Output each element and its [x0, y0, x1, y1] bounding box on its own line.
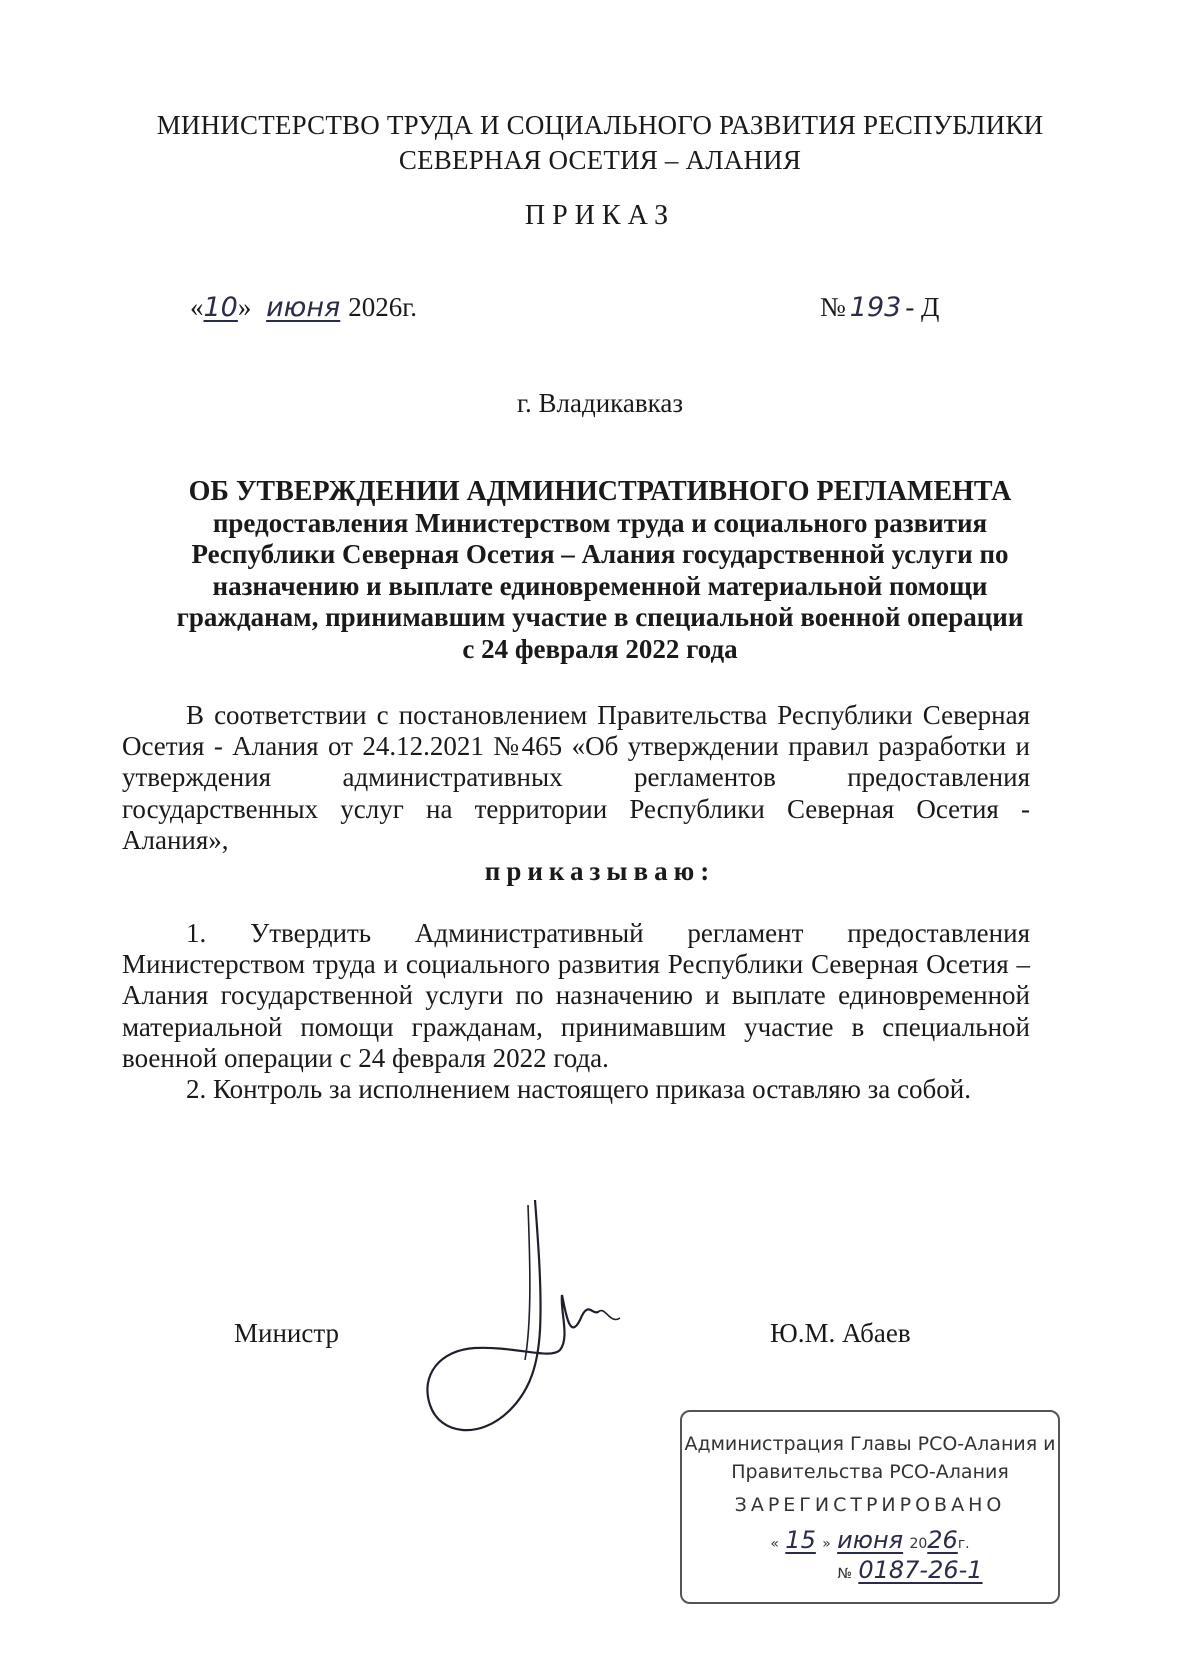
handwritten-signature: [420, 1200, 680, 1480]
title-line-5: гражданам, принимавшим участие в специальной военной операции: [176, 602, 1024, 632]
title-line-1: ОБ УТВЕРЖДЕНИИ АДМИНИСТРАТИВНОГО РЕГЛАМЕНТА: [188, 476, 1012, 507]
date-close-quote: »: [237, 292, 252, 322]
stamp-date-year-suffix: 26: [927, 1526, 958, 1554]
ministry-header: [100, 108, 1100, 178]
stamp-number-value: 0187-26-1: [858, 1556, 983, 1584]
number-suffix: - Д: [905, 292, 940, 322]
date-year: 2026г.: [348, 292, 418, 322]
stamp-number: [682, 1556, 1058, 1584]
document-type: ПРИКАЗ: [524, 200, 676, 231]
item-2-paragraph: 2. Контроль за исполнением настоящего приказа оставляю за собой.: [186, 1074, 971, 1104]
stamp-line-1: Администрация Главы РСО-Алания и: [684, 1433, 1056, 1455]
date-day: 10: [203, 292, 238, 323]
item-1-paragraph: 1. Утвердить Административный регламент предоставления Министерством труда и социального развития Республики Северная Осетия – Алания государственной услуги по назначению и выплате единовременной материальной помощи гражданам, принимавшим участие в специальной военной операции с 24 февраля 2022 года.: [122, 918, 1030, 1073]
registration-stamp: [680, 1410, 1060, 1604]
title-line-3: Республики Северная Осетия – Алания государственной услуги по: [191, 539, 1009, 569]
stamp-authority: [682, 1430, 1058, 1486]
stamp-date-close: »: [822, 1536, 831, 1552]
order-number: [820, 292, 939, 323]
stamp-date-year-prefix: 20: [909, 1536, 928, 1552]
date-open-quote: «: [190, 292, 204, 322]
stamp-date-open: «: [770, 1536, 779, 1552]
city: г. Владикавказ: [517, 388, 683, 418]
stamp-line-2: Правительства РСО-Алания: [731, 1461, 1009, 1483]
ministry-line-1: МИНИСТЕРСТВО ТРУДА И СОЦИАЛЬНОГО РАЗВИТИЯ РЕСПУБЛИКИ: [156, 110, 1044, 140]
title-line-4: назначению и выплате единовременной материальной помощи: [212, 570, 988, 601]
document-title: [140, 476, 1060, 665]
number-value: 193: [849, 292, 902, 323]
signatory-title: Министр: [234, 1318, 339, 1348]
stamp-date-day: 15: [785, 1526, 816, 1554]
stamp-date-month: июня: [837, 1526, 904, 1554]
preamble-paragraph: В соответствии с постановлением Правительства Республики Северная Осетия - Алания от 24.12.2021 №465 «Об утверждении правил разработки и утверждения административных регламентов предоставления государственных услуг на территории Республики Северная Осетия - Алания»,: [122, 700, 1030, 855]
signatory-name: Ю.М. Абаев: [770, 1318, 911, 1348]
stamp-number-prefix: №: [837, 1566, 852, 1582]
stamp-date-g: г.: [957, 1536, 970, 1552]
title-line-2: предоставления Министерством труда и социального развития: [212, 507, 988, 538]
stamp-date: [682, 1526, 1058, 1554]
order-word: приказываю:: [484, 856, 716, 886]
number-prefix: №: [820, 292, 846, 322]
stamp-status: ЗАРЕГИСТРИРОВАНО: [734, 1494, 1006, 1516]
date-month: июня: [266, 292, 341, 323]
title-line-6: с 24 февраля 2022 года: [462, 633, 738, 664]
order-date: [190, 292, 417, 323]
ministry-line-2: СЕВЕРНАЯ ОСЕТИЯ – АЛАНИЯ: [398, 145, 802, 175]
